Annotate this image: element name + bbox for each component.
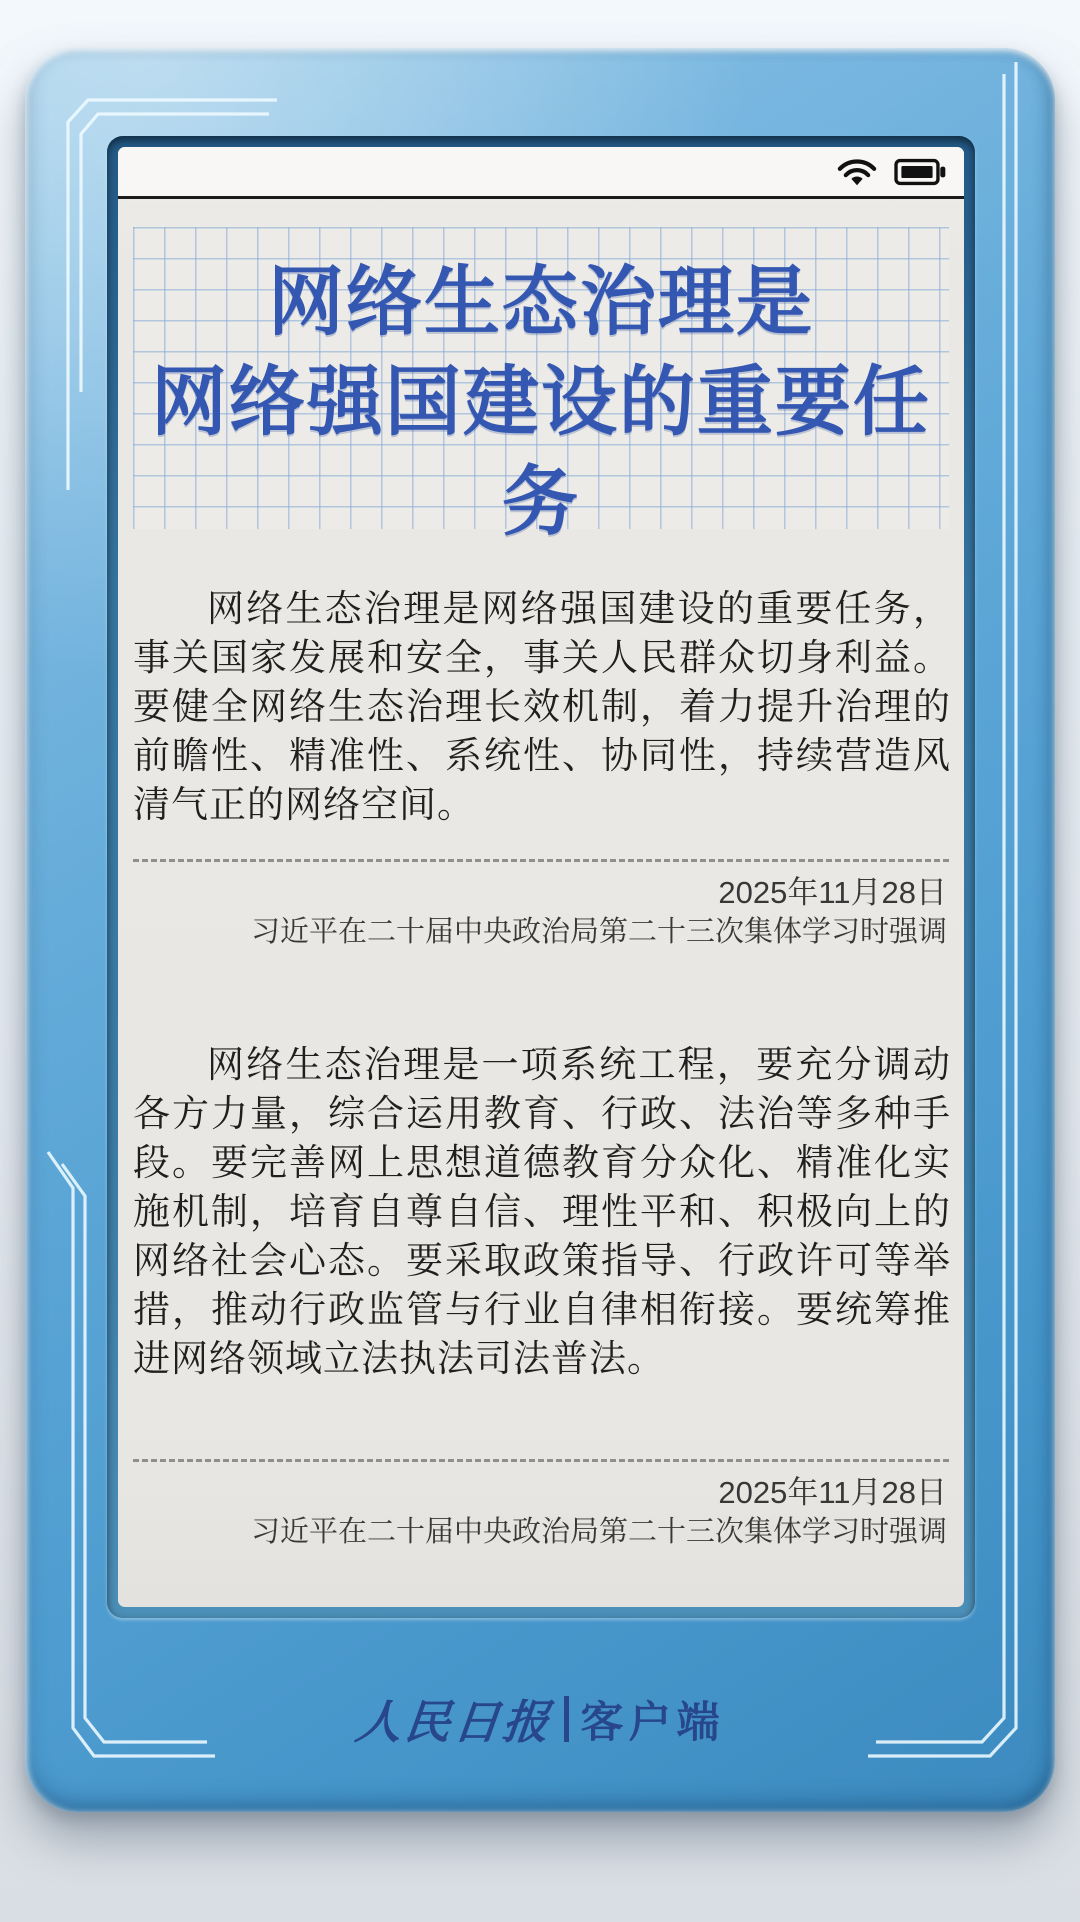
battery-full-icon [894, 157, 946, 187]
brand-divider-bar [564, 1696, 569, 1742]
dashed-divider-1 [133, 859, 949, 862]
poster-title-line2: 网络强国建设的重要任务 [151, 360, 931, 545]
poster-title [133, 227, 949, 553]
attribution-block-2 [133, 1473, 947, 1552]
peoples-daily-brand [25, 1686, 1055, 1752]
wifi-icon [836, 156, 878, 188]
peoples-daily-script-logo: 人民日报 [352, 1695, 555, 1749]
attribution-block-1 [133, 873, 947, 952]
grid-paper-headline [133, 227, 949, 545]
poster-title-line1: 网络生态治理是 [268, 260, 814, 345]
quote-source-2: 习近平在二十届中央政治局第二十三次集体学习时强调 [250, 1516, 947, 1548]
quote-source-1: 习近平在二十届中央政治局第二十三次集体学习时强调 [250, 916, 947, 948]
status-bar [118, 147, 964, 199]
ereader-device-frame [25, 48, 1055, 1812]
dashed-divider-2 [133, 1459, 949, 1462]
quote-date-2: 2025年11月28日 [718, 1475, 947, 1510]
quote-paragraph-2: 网络生态治理是一项系统工程，要充分调动各方力量，综合运用教育、行政、法治等多种手段。要完善网上思想道德教育分众化、精准化实施机制，培育自尊自信、理性平和、积极向上的网络社会心态。要采取政策指导、行政许可等举措，推动行政监管与行业自律相衔接。要统筹推进网络领域立法执法司法普法。 [133, 1045, 951, 1380]
quote-date-1: 2025年11月28日 [718, 875, 947, 910]
quote-paragraph-1: 网络生态治理是网络强国建设的重要任务，事关国家发展和安全，事关人民群众切身利益。要健全网络生态治理长效机制，着力提升治理的前瞻性、精准性、系统性、协同性，持续营造风清气正的网络空间。 [133, 589, 951, 826]
device-screen [118, 147, 964, 1607]
screen-bezel [107, 136, 975, 1618]
brand-client-label: 客户端 [580, 1698, 725, 1747]
